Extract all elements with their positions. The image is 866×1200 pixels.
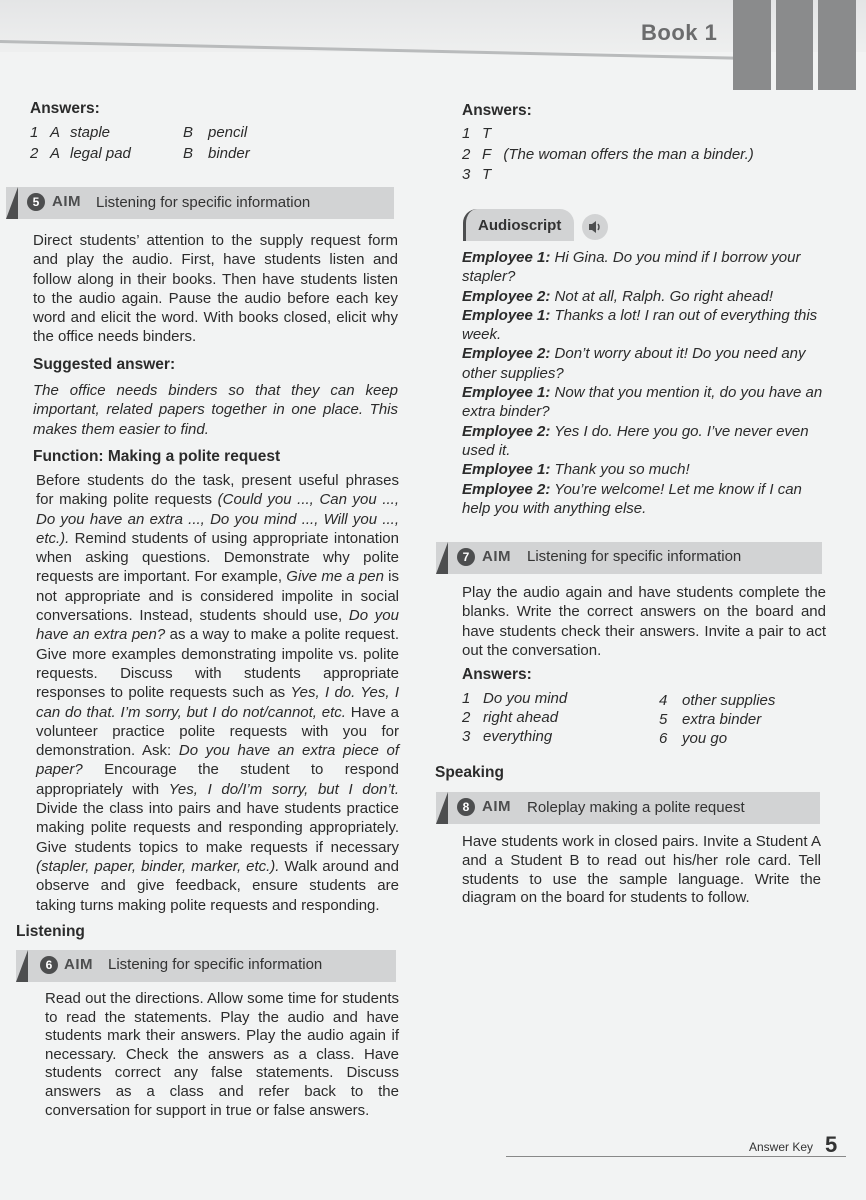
answer-row: 1 T: [462, 125, 492, 142]
answer-row: 3 T: [462, 166, 492, 183]
header-tab: [818, 0, 856, 90]
answer-item: 5 extra binder: [659, 711, 762, 728]
header-tab: [733, 0, 771, 90]
function-body: Before students do the task, present useful phrases for making polite requests (Could you ..., Can you ..., Do you have an extra ..., Do you mind ..., Will you ..., etc.). Remind students of using appropriate intonation when asking questions. Demonstrate why polite requests are important. For example, Give me a pen is not appropriate and is considered impolite in social conversations. Instead, students should use, Do you have an extra pen? as a way to make a polite request. Give more examples demonstrating impolite vs. polite requests. Discuss with students appropriate responses to polite requests such as Yes, I do. Yes, I can do that. I’m sorry, but I do not/cannot, etc. Have a volunteer practice polite requests with you for demonstration. Ask: Do you have an extra piece of paper? Encourage the student to respond appropriately with Yes, I do/I’m sorry, but I don’t. Divide the class into pairs and have students practice making polite requests and responding appropriately. Give students topics to make requests if necessary (stapler, paper, binder, marker, etc.). Walk around and observe and give feedback, ensure students are taking turns making polite requests and responding.: [36, 472, 400, 914]
page-number: 5: [825, 1132, 838, 1157]
suggested-answer-body: The office needs binders so that they can keep important, related papers together in one place. This makes them easier to find.: [33, 382, 398, 438]
suggested-answer-heading: Suggested answer:: [33, 356, 176, 373]
audioscript-body: [462, 248, 834, 518]
aim6-marker: [16, 950, 28, 982]
answer-row: 2 F (The woman offers the man a binder.): [462, 146, 754, 163]
aim8-title: Roleplay making a polite request: [527, 799, 745, 816]
answer-item: 1 Do you mind: [462, 690, 568, 707]
audioscript-label: Audioscript: [478, 217, 562, 234]
speaking-heading: Speaking: [435, 764, 504, 781]
aim6-body: Read out the directions. Allow some time for students to read the statements. Play the audio and have students mark their answers. Play the audio again if necessary. Check the answers as a class. Have students correct any false statements. Discuss answers as a class and refer back to the conversation for support in true or false answers.: [45, 990, 399, 1119]
aim7-marker: [436, 542, 448, 574]
footer-label: Answer Key: [749, 1140, 814, 1154]
answer-item: 4 other supplies: [659, 692, 776, 709]
script-line: Employee 2: Yes I do. Here you go. I’ve never even used it.: [462, 422, 809, 459]
audio-icon[interactable]: [582, 214, 608, 240]
aim5-body: Direct students’ attention to the supply request form and play the audio. First, have students listen and follow along in their books. Then have students listen to the audio again. Pause the audio before each key word and elicit the word. With books closed, elicit why the office needs binders.: [33, 232, 398, 346]
aim5-title: Listening for specific information: [96, 194, 311, 211]
aim6-title: Listening for specific information: [108, 956, 323, 973]
script-line: Employee 2: You’re welcome! Let me know if I can help you with anything else.: [462, 480, 802, 517]
script-line: Employee 2: Don’t worry about it! Do you need any other supplies?: [462, 345, 806, 382]
header-tab: [776, 0, 813, 90]
aim8-body: Have students work in closed pairs. Invite a Student A and a Student B to read out his/her role card. Tell students to use the sample language. Write the diagram on the board for students to follow.: [462, 833, 821, 907]
book-label: Book 1: [641, 20, 718, 45]
footer-divider: [506, 1156, 846, 1157]
script-line: Employee 1: Thank you so much!: [462, 461, 690, 479]
answer-row: 2 A legal pad B binder: [30, 145, 250, 162]
aim6-label: AIM: [64, 956, 93, 973]
script-line: Employee 1: Thanks a lot! I ran out of everything this week.: [462, 306, 818, 344]
aim7-number: 7: [457, 548, 475, 566]
function-heading: Function: Making a polite request: [33, 448, 281, 465]
aim5-label: AIM: [52, 193, 81, 210]
answer-item: 3 everything: [462, 728, 553, 745]
aim7-title: Listening for specific information: [527, 548, 742, 565]
answer-item: 2 right ahead: [462, 709, 559, 726]
answers-heading: Answers:: [462, 102, 532, 119]
aim8-number: 8: [457, 798, 475, 816]
listening-heading: Listening: [16, 923, 85, 940]
aim7-body: Play the audio again and have students complete the blanks. Write the correct answers on the board and have students check their answers. Invite a pair to act out the conversation.: [462, 584, 826, 659]
answers-heading: Answers:: [30, 100, 100, 117]
aim5-number: 5: [27, 193, 45, 211]
script-line: Employee 1: Now that you mention it, do you have an extra binder?: [462, 384, 823, 421]
aim7-label: AIM: [482, 548, 511, 565]
aim8-label: AIM: [482, 798, 511, 815]
script-line: Employee 2: Not at all, Ralph. Go right ahead!: [462, 287, 774, 305]
answer-item: 6 you go: [659, 730, 728, 747]
aim8-marker: [436, 792, 448, 824]
aim7-answers-heading: Answers:: [462, 666, 532, 683]
script-line: Employee 1: Hi Gina. Do you mind if I borrow your stapler?: [462, 249, 801, 286]
answer-row: 1 A staple B pencil: [30, 124, 248, 141]
aim5-marker: [6, 187, 18, 219]
aim6-number: 6: [40, 956, 58, 974]
